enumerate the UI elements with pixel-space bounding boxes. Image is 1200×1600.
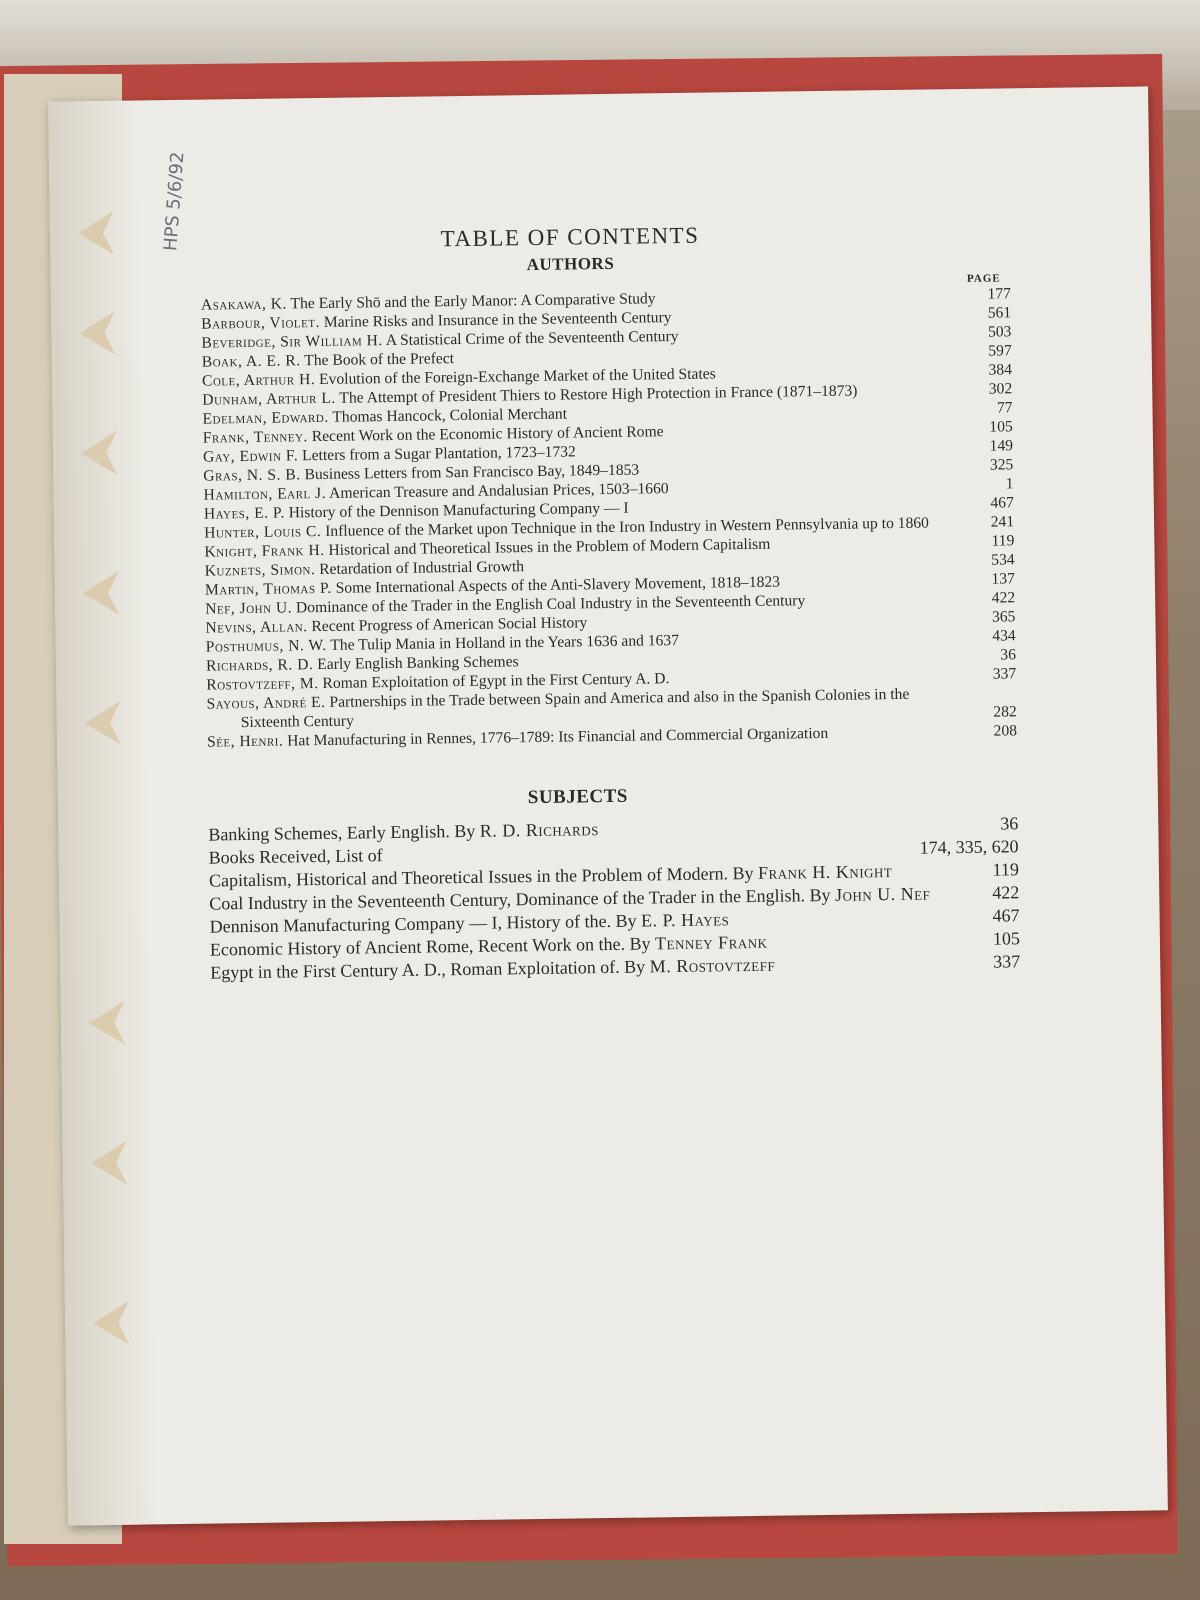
author-name: Martin, Thomas P. <box>204 579 332 599</box>
page-number: 177 <box>987 285 1012 303</box>
page-number: 434 <box>992 627 1016 645</box>
table-of-contents <box>200 219 1021 984</box>
author-name: Posthumus, N. W. <box>205 636 327 656</box>
subject-text: Egypt in the First Century A. D., Roman Exploitation of. By <box>210 956 646 983</box>
article-title: The Book of the Prefect <box>304 350 455 370</box>
page-number: 302 <box>988 380 1013 398</box>
author-name: Knight, Frank H. <box>204 541 325 561</box>
page-number: 422 <box>992 882 1020 903</box>
page-number: 119 <box>991 532 1015 550</box>
author-name: Gras, N. S. B. <box>203 466 301 485</box>
article-title: Letters from a Sugar Plantation, 1723–1732 <box>301 443 576 465</box>
article-title: American Treasure and Andalusian Prices, 1503–1660 <box>329 480 669 502</box>
authors-heading: AUTHORS <box>526 253 615 275</box>
author-name: Hamilton, Earl J. <box>203 484 327 504</box>
page-number: 137 <box>991 570 1015 588</box>
article-title: Evolution of the Foreign-Exchange Market of the United States <box>318 365 716 388</box>
author-name: Asakawa, K. <box>200 295 287 314</box>
page-number: 467 <box>990 494 1014 512</box>
subject-author: John U. Nef <box>834 883 931 905</box>
author-name: Hayes, E. P. <box>203 504 285 523</box>
article-title: Retardation of Industrial Growth <box>319 558 525 579</box>
subject-author: R. D. Richards <box>479 819 600 841</box>
page-number: 149 <box>989 437 1014 455</box>
page-number: 282 <box>993 703 1017 721</box>
page-number: 503 <box>987 323 1012 341</box>
subject-text: Coal Industry in the Seventeenth Century, Dominance of the Trader in the English. By <box>209 884 831 914</box>
author-name: Rostovtzeff, M. <box>206 675 319 694</box>
page-number: 467 <box>992 905 1020 926</box>
author-name: Gay, Edwin F. <box>202 447 299 466</box>
article-title: Hat Manufacturing in Rennes, 1776–1789: Its Financial and Commercial Organization <box>287 724 829 750</box>
article-title: Partnerships in the Trade between Spain and America and also in the Spanish Colonies in the Sixteenth Century <box>240 685 910 732</box>
article-title: Recent Work on the Economic History of Ancient Rome <box>311 423 664 446</box>
page-number: 1 <box>1005 475 1014 493</box>
author-name: Sée, Henri. <box>206 732 284 751</box>
page-number: 597 <box>988 342 1012 360</box>
subjects-heading: SUBJECTS <box>527 785 629 809</box>
page-number: 365 <box>991 608 1016 626</box>
subject-text: Economic History of Ancient Rome, Recent Work on the. By <box>209 933 651 960</box>
subject-text: Dennison Manufacturing Company — I, History of the. By <box>209 910 637 937</box>
article-title: A Statistical Crime of the Seventeenth Century <box>385 327 679 350</box>
page-number: 174, 335, 620 <box>919 836 1019 858</box>
subjects-list <box>208 813 1021 984</box>
article-title: Dominance of the Trader in the English Coal Industry in the Seventeenth Century <box>295 592 806 617</box>
article-title: Business Letters from San Francisco Bay, 1849–1853 <box>304 461 640 484</box>
page-column-label: PAGE <box>966 272 1001 285</box>
author-name: Cole, Arthur H. <box>201 371 316 390</box>
page-number: 105 <box>989 418 1013 436</box>
author-name: Sayous, André E. <box>206 693 326 713</box>
page-number: 422 <box>991 589 1016 607</box>
article-title: Influence of the Market upon Technique in the Iron Industry in Western Pennsylvania up to 1860 <box>325 514 930 540</box>
subject-author: Tenney Frank <box>654 931 768 954</box>
article-title: The Tulip Mania in Holland in the Years 1636 and 1637 <box>330 631 680 654</box>
page-number: 337 <box>993 951 1021 972</box>
author-name: Frank, Tenney. <box>202 428 308 447</box>
authors-list <box>200 285 1018 751</box>
article-title: Marine Risks and Insurance in the Seventeenth Century <box>323 309 672 331</box>
author-name: Nef, John U. <box>205 599 293 618</box>
page-number: 534 <box>991 551 1015 569</box>
author-name: Barbour, Violet. <box>201 313 321 333</box>
author-name: Hunter, Louis C. <box>204 522 322 542</box>
page-number: 241 <box>990 513 1015 531</box>
article-title: The Early Shō and the Early Manor: A Comparative Study <box>290 290 656 313</box>
page-number: 325 <box>989 456 1014 474</box>
pencil-annotation: HPS 5/6/92 <box>160 150 189 252</box>
author-name: Boak, A. E. R. <box>201 352 301 371</box>
page-number: 36 <box>1000 646 1017 664</box>
page-number: 561 <box>987 304 1012 322</box>
page-number: 36 <box>1000 813 1019 834</box>
article-title: Some International Aspects of the Anti-Slavery Movement, 1818–1823 <box>335 573 781 597</box>
subject-author: E. P. Hayes <box>640 909 730 931</box>
subject-author: Frank H. Knight <box>757 861 893 883</box>
subject-text: Books Received, List of <box>208 845 383 868</box>
subject-author: M. Rostovtzeff <box>649 954 776 977</box>
author-name: Edelman, Edward. <box>202 408 329 428</box>
page-number: 208 <box>993 722 1018 740</box>
subject-text: Banking Schemes, Early English. By <box>208 820 476 845</box>
article-title: Early English Banking Schemes <box>317 653 519 674</box>
article-title: Thomas Hancock, Colonial Merchant <box>332 405 568 426</box>
article-title: Recent Progress of American Social History <box>311 614 588 636</box>
author-name: Nevins, Allan. <box>205 618 308 637</box>
page-number: 77 <box>996 399 1013 417</box>
subject-text: Capitalism, Historical and Theoretical Issues in the Problem of Modern. By <box>208 862 754 891</box>
article-title: The Attempt of President Thiers to Restore High Protection in France (1871–1873) <box>339 382 858 407</box>
article-title: Roman Exploitation of Egypt in the First Century A. D. <box>322 670 670 692</box>
article-title: History of the Dennison Manufacturing Company — I <box>288 499 629 522</box>
author-name: Beveridge, Sir William H. <box>201 332 383 352</box>
toc-title: TABLE OF CONTENTS <box>440 222 700 252</box>
article-title: Historical and Theoretical Issues in the Problem of Modern Capitalism <box>328 535 771 559</box>
page-number: 384 <box>988 361 1013 379</box>
page-number: 105 <box>992 928 1021 949</box>
author-name: Dunham, Arthur L. <box>202 389 336 409</box>
page-number: 119 <box>992 859 1020 880</box>
page-number: 337 <box>992 665 1017 683</box>
author-name: Kuznets, Simon. <box>204 561 316 580</box>
author-name: Richards, R. D. <box>205 656 314 675</box>
page-gutter <box>48 100 158 1525</box>
book-page <box>48 86 1168 1525</box>
